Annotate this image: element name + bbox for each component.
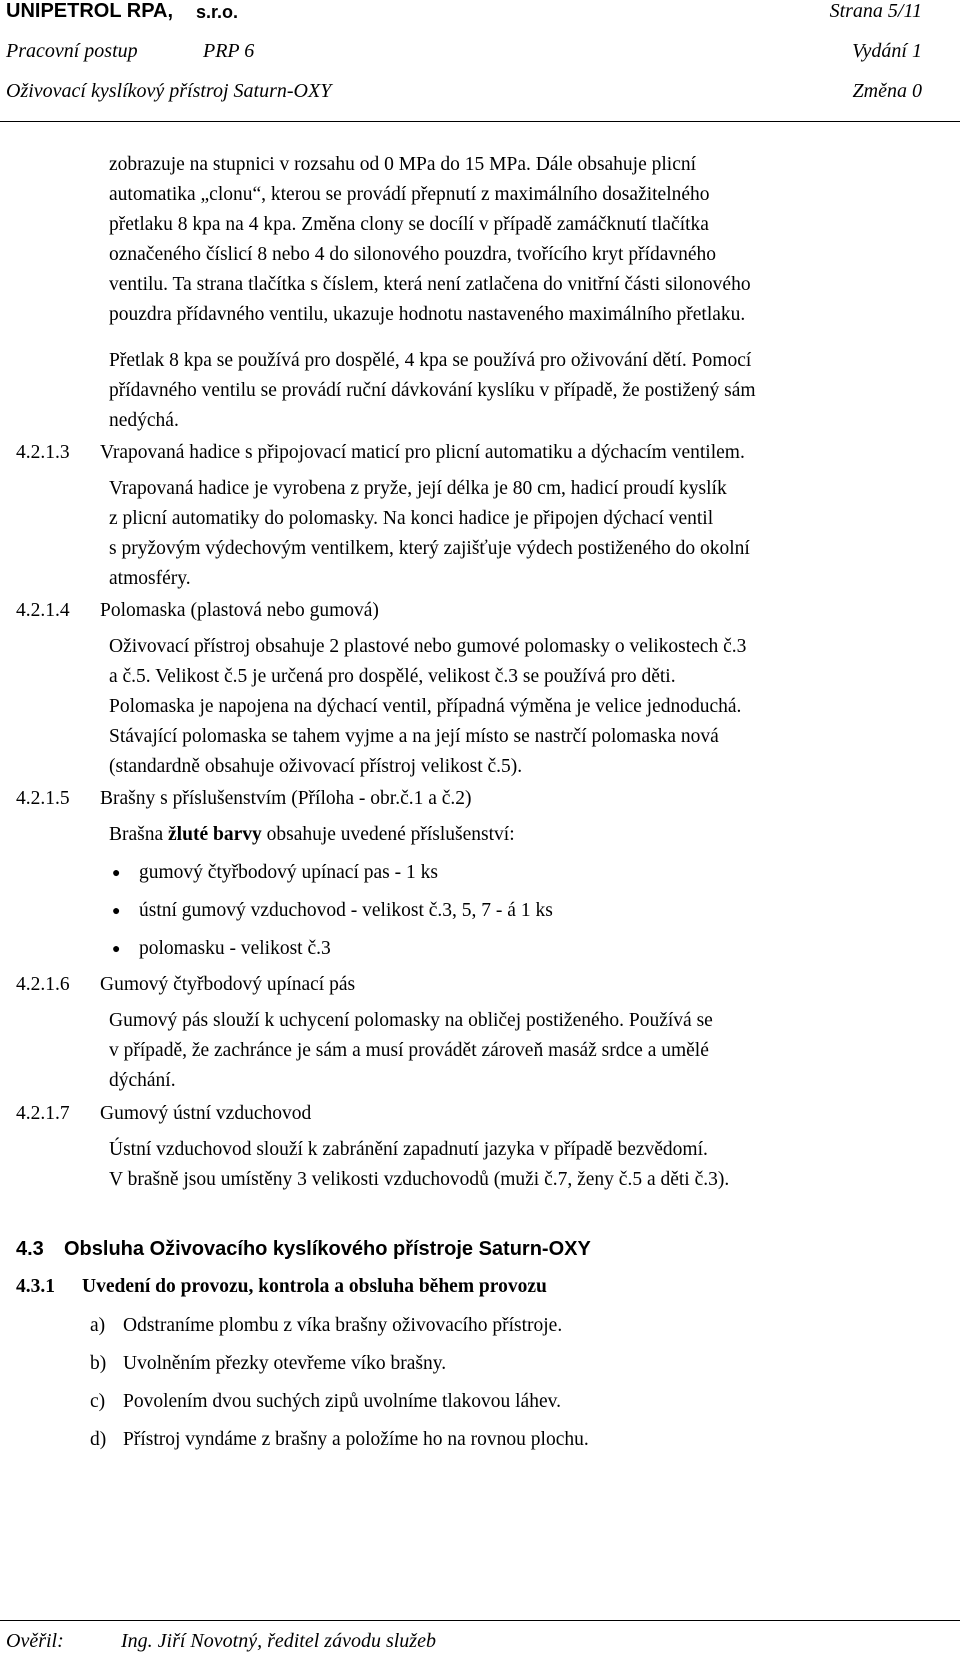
text-line: s pryžovým výdechovým ventilkem, který zajišťuje výdech postiženého do okolní: [109, 538, 750, 559]
bullet-icon: ●: [112, 942, 121, 957]
section-number: 4.2.1.3: [16, 442, 70, 463]
section-number: 4.2.1.5: [16, 788, 70, 809]
section-number: 4.2.1.7: [16, 1103, 70, 1124]
text-line: automatika „clonu“, kterou se provádí přepnutí z maximálního dosažitelného: [109, 184, 710, 205]
section-number: 4.2.1.4: [16, 600, 70, 621]
page-number: Strana 5/11: [829, 0, 922, 22]
step-label: d): [90, 1429, 107, 1450]
step-text: Odstraníme plombu z víka brašny oživovacího přístroje.: [123, 1315, 563, 1336]
section-body: [109, 1006, 909, 1096]
text-line: ventilu. Ta strana tlačítka s číslem, která není zatlačena do vnitřní části silonového: [109, 274, 751, 295]
text-line: přetlaku 8 kpa na 4 kpa. Změna clony se docílí v případě zamáčknutí tlačítka: [109, 214, 709, 235]
section-title: Obsluha Oživovacího kyslíkového přístroje Saturn-OXY: [64, 1238, 591, 1260]
intro-paragraph: [109, 150, 909, 330]
section-body: [109, 1135, 909, 1195]
section-title: Vrapovaná hadice s připojovací maticí pro plicní automatiku a dýchacím ventilem.: [100, 442, 745, 463]
company-suffix: s.r.o.: [196, 2, 239, 22]
change-number: Změna 0: [852, 80, 922, 102]
step-label: b): [90, 1353, 107, 1374]
step-label: a): [90, 1315, 106, 1336]
text-line: dýchání.: [109, 1070, 176, 1091]
text-line: Polomaska je napojena na dýchací ventil, případná výměna je velice jednoduchá.: [109, 696, 742, 717]
text-line: a č.5. Velikost č.5 je určená pro dospělé, velikost č.3 se používá pro děti.: [109, 666, 676, 687]
text-line: Oživovací přístroj obsahuje 2 plastové nebo gumové polomasky o velikostech č.3: [109, 636, 747, 657]
section-number: 4.3.1: [16, 1276, 55, 1297]
text-line: zobrazuje na stupnici v rozsahu od 0 MPa do 15 MPa. Dále obsahuje plicní: [109, 154, 697, 175]
doc-subject: Oživovací kyslíkový přístroj Saturn-OXY: [6, 80, 332, 102]
bullet-icon: ●: [112, 904, 121, 919]
footer-verifier: Ing. Jiří Novotný, ředitel závodu služeb: [121, 1630, 436, 1652]
text-line: Ústní vzduchovod slouží k zabránění zapadnutí jazyka v případě bezvědomí.: [109, 1139, 708, 1160]
list-item: polomasku - velikost č.3: [139, 938, 331, 959]
doc-type: Pracovní postup: [6, 40, 138, 62]
section-number: 4.2.1.6: [16, 974, 70, 995]
bullet-icon: ●: [112, 866, 121, 881]
step-text: Přístroj vyndáme z brašny a položíme ho na rovnou plochu.: [123, 1429, 589, 1450]
section-title: Uvedení do provozu, kontrola a obsluha během provozu: [82, 1276, 547, 1297]
section-body: [109, 474, 909, 594]
step-text: Povolením dvou suchých zipů uvolníme tlakovou láhev.: [123, 1391, 561, 1412]
text-line: V brašně jsou umístěny 3 velikosti vzduchovodů (muži č.7, ženy č.5 a děti č.3).: [109, 1169, 730, 1190]
section-title: Gumový čtyřbodový upínací pás: [100, 974, 356, 995]
text-line: atmosféry.: [109, 568, 191, 589]
text-line: (standardně obsahuje oživovací přístroj velikost č.5).: [109, 756, 523, 777]
text-line: označeného číslicí 8 nebo 4 do silonového pouzdra, tvořícího kryt přídavného: [109, 244, 717, 265]
section-number: 4.3: [16, 1238, 44, 1260]
list-item: ústní gumový vzduchovod - velikost č.3, 5, 7 - á 1 ks: [139, 900, 553, 921]
bag-color: žluté barvy: [168, 824, 262, 845]
footer-label: Ověřil:: [6, 1630, 64, 1652]
section-body: [109, 632, 909, 782]
pressure-paragraph: [109, 346, 909, 436]
text-line: nedýchá.: [109, 410, 179, 431]
section-title: Brašny s příslušenstvím (Příloha - obr.č.1 a č.2): [100, 788, 472, 809]
edition: Vydání 1: [852, 40, 922, 62]
footer-divider: [0, 1620, 960, 1621]
text-line: v případě, že zachránce je sám a musí provádět zároveň masáž srdce a umělé: [109, 1040, 709, 1061]
text-line: Gumový pás slouží k uchycení polomasky na obličej postiženého. Používá se: [109, 1010, 713, 1031]
text-line: přídavného ventilu se provádí ruční dávkování kyslíku v případě, že postižený sám: [109, 380, 756, 401]
step-label: c): [90, 1391, 106, 1412]
text-line: Přetlak 8 kpa se používá pro dospělé, 4 kpa se používá pro oživování dětí. Pomocí: [109, 350, 752, 371]
list-item: gumový čtyřbodový upínací pas - 1 ks: [139, 862, 438, 883]
section-title: Gumový ústní vzduchovod: [100, 1103, 312, 1124]
header-divider: [0, 121, 960, 122]
text-line: Stávající polomaska se tahem vyjme a na její místo se nastrčí polomaska nová: [109, 726, 719, 747]
bag-intro: Brašna žluté barvy obsahuje uvedené příslušenství:: [109, 824, 515, 845]
section-title: Polomaska (plastová nebo gumová): [100, 600, 379, 621]
text-line: pouzdra přídavného ventilu, ukazuje hodnotu nastaveného maximálního přetlaku.: [109, 304, 746, 325]
step-text: Uvolněním přezky otevřeme víko brašny.: [123, 1353, 447, 1374]
text-line: z plicní automatiky do polomasky. Na konci hadice je připojen dýchací ventil: [109, 508, 714, 529]
doc-code: PRP 6: [203, 40, 255, 62]
company-name: UNIPETROL RPA,: [6, 0, 174, 22]
text-line: Vrapovaná hadice je vyrobena z pryže, její délka je 80 cm, hadicí proudí kyslík: [109, 478, 727, 499]
